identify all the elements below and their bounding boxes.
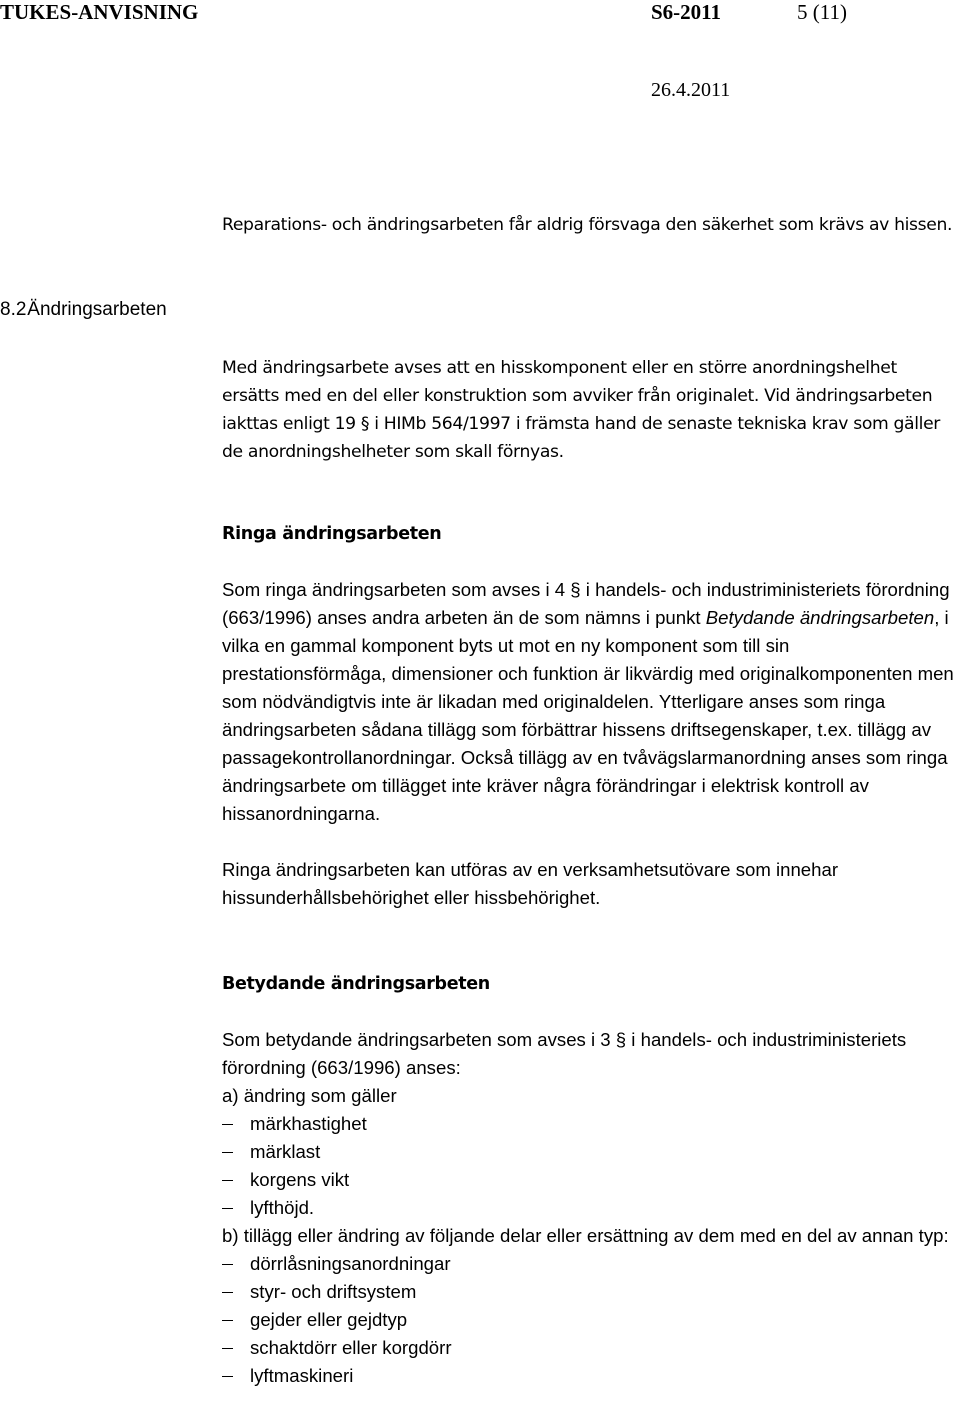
list-b-item: dörrlåsningsanordningar: [222, 1250, 957, 1278]
list-a-item: lyfthöjd.: [222, 1194, 957, 1222]
list-b-item: lyftmaskineri: [222, 1362, 957, 1390]
page-number: 5 (11): [797, 0, 847, 24]
section-number: 8.2: [0, 299, 27, 320]
section-title: Ändringsarbeten: [27, 299, 167, 320]
major-changes-section: [222, 970, 957, 1390]
intro-text: Reparations- och ändringsarbeten får aldrig försvaga den säkerhet som krävs av hissen.: [222, 215, 953, 235]
requirement-text: Vid ändringsarbeten iakttas enligt 19 § i HIMb 564/1997 i främsta hand de senaste tekniska krav som gäller de anordningshelheter som skall förnyas.: [222, 386, 941, 462]
definition-paragraph: [222, 354, 957, 466]
minor-changes-text-end: , i vilka en gammal komponent byts ut mot en ny komponent som till sin prestationsförmåga, dimensioner och funktion är likvärdig med originalkomponenten men som nödvändigtvis inte är likadan med originaldelen. Ytterligare anses som ringa ändringsarbeten sådana tillägg som förbättrar hissens driftsegenskaper, t.ex. tillägg av passagekontrollanordningar. Också tillägg av en tvåvägslarmanordning anses som ringa ändringsarbete om tillägget inte kräver några förändringar i elektrisk kontroll av hissanordningarna.: [222, 607, 954, 824]
minor-changes-italic-ref: Betydande ändringsarbeten: [705, 607, 935, 628]
minor-changes-section: [222, 520, 957, 912]
document-code: S6-2011: [651, 0, 722, 24]
list-b-item: styr- och driftsystem: [222, 1278, 957, 1306]
intro-paragraph: [222, 211, 957, 239]
definition-text: Med ändringsarbete avses att en hisskomponent eller en större anordningshelhet ersätts med en del eller konstruktion som avviker från originalet.: [222, 358, 897, 406]
document-date: 26.4.2011: [651, 79, 731, 101]
minor-changes-paragraph: [222, 576, 957, 828]
list-b-item: gejder eller gejdtyp: [222, 1306, 957, 1334]
section-heading: [0, 298, 167, 322]
list-a-item: märklast: [222, 1138, 957, 1166]
minor-changes-text-start: Som ringa ändringsarbeten som avses i 4 § i handels- och industriministeriets förordning (663/1996) anses andra arbeten än de som nämns i punkt: [222, 579, 950, 628]
major-changes-intro: Som betydande ändringsarbeten som avses i 3 § i handels- och industriministeriets förordning (663/1996) anses:: [222, 1029, 907, 1078]
list-b-item: schaktdörr eller korgdörr: [222, 1334, 957, 1362]
minor-changes-who-paragraph: Ringa ändringsarbeten kan utföras av en verksamhetsutövare som innehar hissunderhållsbehörighet eller hissbehörighet.: [222, 859, 839, 908]
major-changes-heading: Betydande ändringsarbeten: [222, 974, 490, 994]
minor-changes-heading: Ringa ändringsarbeten: [222, 524, 442, 544]
list-a-item: korgens vikt: [222, 1166, 957, 1194]
document-title: TUKES-ANVISNING: [0, 0, 199, 24]
list-a-item: märkhastighet: [222, 1110, 957, 1138]
list-b-label: b) tillägg eller ändring av följande delar eller ersättning av dem med en del av annan typ:: [222, 1225, 949, 1246]
list-a-label: a) ändring som gäller: [222, 1085, 397, 1106]
